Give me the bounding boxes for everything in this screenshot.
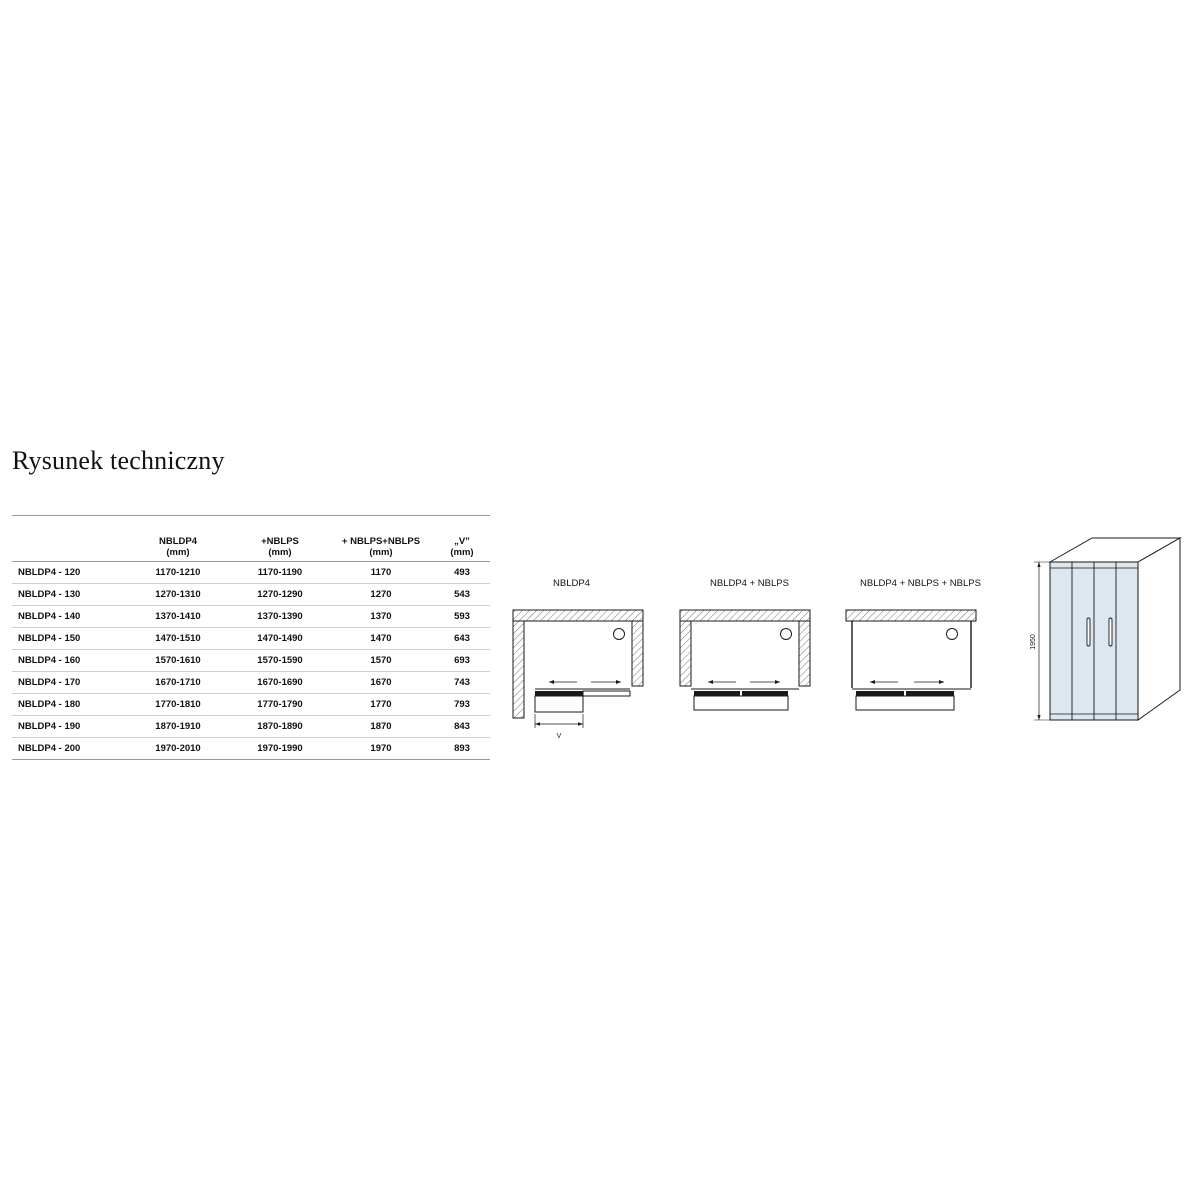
header-label: NBLDP4 [158, 536, 197, 547]
cell-nblps-nblps: 1370 [328, 606, 434, 628]
cell-nbldp4: 1370-1410 [124, 606, 232, 628]
header-unit: (mm) [166, 547, 190, 558]
table-body [12, 562, 490, 760]
cell-nblps: 1770-1790 [232, 694, 328, 716]
cell-model: NBLDP4 - 190 [12, 716, 124, 738]
cell-nblps-nblps: 1870 [328, 716, 434, 738]
table-row [12, 628, 490, 650]
cell-nblps: 1370-1390 [232, 606, 328, 628]
table-row [12, 694, 490, 716]
cell-nblps: 1470-1490 [232, 628, 328, 650]
cell-v: 493 [434, 562, 490, 584]
table-header-cell-nblps [232, 516, 328, 562]
plan-drawing-nbldp4-nblps-nblps [838, 578, 1008, 748]
cell-nblps-nblps: 1970 [328, 738, 434, 760]
header-unit: (mm) [268, 547, 292, 558]
cell-nblps: 1870-1890 [232, 716, 328, 738]
cell-nblps-nblps: 1470 [328, 628, 434, 650]
cell-v: 843 [434, 716, 490, 738]
plan-svg-nbldp4 [505, 578, 665, 748]
cell-nbldp4: 1170-1210 [124, 562, 232, 584]
cell-model: NBLDP4 - 170 [12, 672, 124, 694]
table-header-cell-v [434, 516, 490, 562]
cell-nblps-nblps: 1270 [328, 584, 434, 606]
table-row [12, 738, 490, 760]
cell-model: NBLDP4 - 140 [12, 606, 124, 628]
cell-model: NBLDP4 - 160 [12, 650, 124, 672]
table-row [12, 584, 490, 606]
cell-nblps-nblps: 1770 [328, 694, 434, 716]
table-header-cell-nblps-nblps [328, 516, 434, 562]
page-title: Rysunek techniczny [12, 446, 225, 475]
cell-v: 893 [434, 738, 490, 760]
cell-nbldp4: 1970-2010 [124, 738, 232, 760]
header-unit: (mm) [450, 547, 474, 558]
table-row [12, 672, 490, 694]
cell-model: NBLDP4 - 180 [12, 694, 124, 716]
table-header-cell-empty [12, 516, 124, 562]
table-header [12, 516, 490, 562]
cell-nblps-nblps: 1670 [328, 672, 434, 694]
cell-nbldp4: 1270-1310 [124, 584, 232, 606]
header-label: „V” [454, 536, 470, 547]
cell-nblps-nblps: 1570 [328, 650, 434, 672]
perspective-height-label: 1950 [1030, 634, 1037, 650]
cell-nblps: 1170-1190 [232, 562, 328, 584]
table-row [12, 650, 490, 672]
table-header-cell-nbldp4 [124, 516, 232, 562]
cell-nbldp4: 1770-1810 [124, 694, 232, 716]
cell-nblps-nblps: 1170 [328, 562, 434, 584]
cell-nblps: 1670-1690 [232, 672, 328, 694]
perspective-drawing [1030, 520, 1190, 755]
table-row [12, 606, 490, 628]
cell-nbldp4: 1870-1910 [124, 716, 232, 738]
header-label: +NBLPS [261, 536, 299, 547]
svg-text:V: V [556, 733, 562, 740]
plan-svg-nbldp4-nblps-nblps [838, 578, 1008, 748]
cell-nblps: 1970-1990 [232, 738, 328, 760]
cell-v: 593 [434, 606, 490, 628]
table-row [12, 716, 490, 738]
plan-svg-nbldp4-nblps [672, 578, 832, 748]
header-label: + NBLPS+NBLPS [341, 536, 421, 547]
cell-nbldp4: 1570-1610 [124, 650, 232, 672]
header-unit: (mm) [369, 547, 393, 558]
cell-v: 693 [434, 650, 490, 672]
table-row [12, 562, 490, 584]
drawing-caption: NBLDP4 + NBLPS [710, 578, 789, 589]
drawing-caption: NBLDP4 + NBLPS + NBLPS [860, 578, 981, 589]
cell-model: NBLDP4 - 150 [12, 628, 124, 650]
plan-drawing-nbldp4 [505, 578, 665, 748]
cell-nbldp4: 1670-1710 [124, 672, 232, 694]
cell-v: 543 [434, 584, 490, 606]
cell-nblps: 1570-1590 [232, 650, 328, 672]
cell-nblps: 1270-1290 [232, 584, 328, 606]
cell-model: NBLDP4 - 130 [12, 584, 124, 606]
plan-drawing-nbldp4-nblps [672, 578, 832, 748]
cell-nbldp4: 1470-1510 [124, 628, 232, 650]
cell-v: 643 [434, 628, 490, 650]
cell-v: 793 [434, 694, 490, 716]
perspective-svg [1030, 520, 1190, 750]
cell-model: NBLDP4 - 200 [12, 738, 124, 760]
drawing-caption: NBLDP4 [553, 578, 590, 589]
cell-model: NBLDP4 - 120 [12, 562, 124, 584]
specification-table [12, 515, 490, 760]
cell-v: 743 [434, 672, 490, 694]
